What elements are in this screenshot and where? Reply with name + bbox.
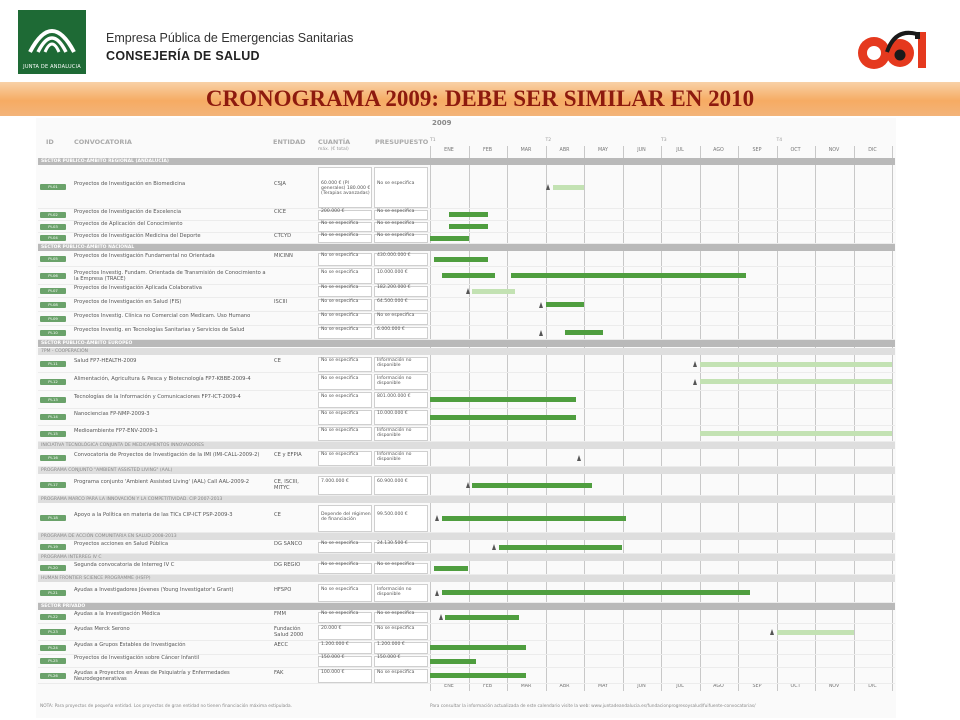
section-header: SECTOR PÚBLICO-ÁMBITO NACIONAL xyxy=(38,244,895,251)
row-id-badge: PI-17 xyxy=(40,482,66,488)
entidad-name: HFSPO xyxy=(274,586,292,593)
cuantia-value: No se especifica xyxy=(321,221,359,226)
presupuesto-value: Información no disponible xyxy=(377,452,412,462)
cuantia-value: No se especifica xyxy=(321,611,359,616)
table-row xyxy=(38,562,895,575)
deadline-marker-icon xyxy=(466,482,470,488)
row-id-badge: PI-16 xyxy=(40,455,66,461)
month-label: MAY xyxy=(598,684,608,689)
subsection-header: PROGRAMA DE ACCIÓN COMUNITARIA EN SALUD 2008-2013 xyxy=(38,533,895,540)
gantt-bar xyxy=(430,397,576,402)
row-id-badge: PI-18 xyxy=(40,515,66,521)
month-label: ABR xyxy=(559,684,570,689)
cuantia-value: No se especifica xyxy=(321,298,359,304)
gantt-bar xyxy=(442,273,496,278)
deadline-marker-icon xyxy=(439,614,443,620)
table-row xyxy=(38,624,895,641)
cuantia-value: No se especifica xyxy=(321,562,359,567)
presupuesto-value: No se especifica xyxy=(377,562,415,567)
convocatoria-name: Proyectos de Investigación en Biomedicina xyxy=(74,181,186,187)
gantt-bar xyxy=(700,362,893,367)
gantt-bar xyxy=(430,415,576,420)
presupuesto-value: No se especifica xyxy=(377,209,415,214)
month-label: JUN xyxy=(637,148,646,153)
table-row xyxy=(38,475,895,496)
gantt-bar xyxy=(700,379,893,384)
table-row xyxy=(38,267,895,285)
table-row xyxy=(38,285,895,298)
cuantia-value: 150.000 € xyxy=(321,655,345,660)
row-id-badge: PI-05 xyxy=(40,256,66,262)
row-id-badge: PI-15 xyxy=(40,431,66,437)
table-row xyxy=(38,298,895,312)
gantt-bar xyxy=(511,273,746,278)
subsection-header: INICIATIVA TECNOLÓGICA CONJUNTA DE MEDICAMENTOS INNOVADORES xyxy=(38,442,895,449)
deadline-marker-icon xyxy=(435,515,439,521)
deadline-marker-icon xyxy=(546,184,550,190)
convocatoria-name: Salud FP7-HEALTH-2009 xyxy=(74,358,137,364)
cuantia-value: 7.000.000 € xyxy=(321,479,349,484)
row-id-badge: PI-09 xyxy=(40,316,66,322)
gantt-bar xyxy=(499,545,622,550)
month-label: DIC xyxy=(868,148,877,153)
cuantia-value: 200.000 € xyxy=(321,209,345,214)
gantt-bar xyxy=(472,289,514,294)
subsection-header: HUMAN FRONTIER SCIENCE PROGRAMME (HSFP) xyxy=(38,575,895,582)
month-label: NOV xyxy=(828,148,840,153)
convocatoria-name: Tecnologías de la Información y Comunicaciones FP7-ICT-2009-4 xyxy=(74,393,241,400)
convocatoria-name: Alimentación, Agricultura & Pesca y Biotecnología FP7-KBBE-2009-4 xyxy=(74,375,251,382)
row-id-badge: PI-04 xyxy=(40,235,66,241)
table-row xyxy=(38,233,895,244)
month-label: MAR xyxy=(520,684,532,689)
slide-title: CRONOGRAMA 2009: DEBE SER SIMILAR EN 2010 xyxy=(205,86,755,111)
gantt-bar xyxy=(445,615,518,620)
gantt-bar xyxy=(430,236,469,241)
deadline-marker-icon xyxy=(693,379,697,385)
entidad-name: FAK xyxy=(274,669,284,676)
presupuesto-value: Información no disponible xyxy=(377,375,412,386)
presupuesto-value: 150.000 € xyxy=(377,655,401,660)
presupuesto-value: 60.900.000 € xyxy=(377,479,408,484)
table-row xyxy=(38,209,895,221)
gantt-bar xyxy=(434,257,488,262)
entidad-name: DG REGIO xyxy=(274,562,301,568)
presupuesto-value: No se especifica xyxy=(377,669,415,675)
table-row xyxy=(38,252,895,267)
gantt-bar xyxy=(430,673,526,678)
entidad-name: CICE xyxy=(274,209,287,215)
gantt-bar xyxy=(472,483,591,488)
convocatoria-name: Proyectos acciones en Salud Pública xyxy=(74,541,169,547)
cuantia-value: No se especifica xyxy=(321,586,359,592)
cuantia-value: No se especifica xyxy=(321,411,359,416)
month-label: ABR xyxy=(559,148,570,153)
convocatoria-name: Convocatoria de Proyectos de Investigación de la IMI (IMI-CALL-2009-2) xyxy=(74,452,260,458)
presupuesto-value: 10.000.000 € xyxy=(377,269,408,275)
month-label: DIC xyxy=(868,684,877,689)
logo-text: JUNTA DE ANDALUCIA xyxy=(23,64,81,70)
column-header-convocatoria: CONVOCATORIA xyxy=(74,138,132,146)
table-row xyxy=(38,326,895,340)
entidad-name: CE xyxy=(274,512,281,518)
subsection-header: PROGRAMA INTERREG IV C xyxy=(38,554,895,561)
convocatoria-name: Proyectos de Investigación sobre Cáncer Infantil xyxy=(74,655,200,661)
entidad-name: FMM xyxy=(274,611,286,617)
subsection-header: PROGRAMA CONJUNTO "AMBIENT ASSISTED LIVING" (AAL) xyxy=(38,467,895,474)
month-label: JUN xyxy=(637,684,646,689)
convocatoria-name: Proyectos Investig. en Tecnologías Sanitarias y Servicios de Salud xyxy=(74,326,245,333)
presupuesto-value: 6.000.000 € xyxy=(377,326,405,332)
column-header-entidad: ENTIDAD xyxy=(273,138,306,146)
gantt-bar xyxy=(449,212,488,217)
presupuesto-value: Información no disponible xyxy=(377,427,412,438)
presupuesto-value: No se especifica xyxy=(377,626,415,631)
cuantia-value: No se especifica xyxy=(321,312,359,318)
convocatoria-name: Proyectos Investig. Fundam. Orientada de Transmisión de Conocimiento a la Empresa (TRACE) xyxy=(74,269,266,282)
cuantia-value: 1.200.000 € xyxy=(321,641,349,647)
convocatoria-name: Proyectos de Investigación en Salud (FIS) xyxy=(74,298,182,305)
cuantia-value: No se especifica xyxy=(321,393,359,399)
presupuesto-value: Información no disponible xyxy=(377,358,412,368)
month-label: ENE xyxy=(444,148,454,153)
section-header: SECTOR PÚBLICO-ÁMBITO REGIONAL (ANDALUCÍA) xyxy=(38,158,895,165)
deadline-marker-icon xyxy=(693,361,697,367)
convocatoria-name: Programa conjunto 'Ambient Assisted Living' (AAL) Call AAL-2009-2 xyxy=(74,479,250,485)
presupuesto-value: 801.000.000 € xyxy=(377,393,411,399)
table-row xyxy=(38,668,895,684)
gantt-bar xyxy=(434,566,469,571)
entidad-name: CSJA xyxy=(274,181,286,187)
row-id-badge: PI-01 xyxy=(40,184,66,190)
convocatoria-name: Proyectos de Aplicación del Conocimiento xyxy=(74,221,183,227)
row-id-badge: PI-22 xyxy=(40,614,66,620)
deadline-marker-icon xyxy=(770,629,774,635)
gantt-bar xyxy=(430,659,476,664)
cuantia-value: No se especifica xyxy=(321,285,359,290)
cuantia-value: No se especifica xyxy=(321,326,359,332)
table-row xyxy=(38,611,895,624)
presupuesto-value: 24.130.500 € xyxy=(377,541,408,546)
cuantia-value: Depende del régimen de financiación xyxy=(321,512,371,522)
row-id-badge: PI-14 xyxy=(40,414,66,420)
table-row xyxy=(38,541,895,554)
cuantia-value: No se especifica xyxy=(321,427,359,433)
table-row xyxy=(38,504,895,533)
department-name: CONSEJERÍA DE SALUD xyxy=(106,49,260,63)
entidad-name: CE y EFPIA xyxy=(274,452,302,458)
deadline-marker-icon xyxy=(492,544,496,550)
convocatoria-name: Proyectos de Investigación de Excelencia xyxy=(74,209,181,215)
quarter-label: T1 xyxy=(430,138,436,143)
cuantia-value: 100.000 € xyxy=(321,669,345,675)
entidad-name: MICINN xyxy=(274,253,293,259)
gantt-bar xyxy=(442,516,627,521)
row-id-badge: PI-20 xyxy=(40,565,66,571)
section-header: SECTOR PÚBLICO-ÁMBITO EUROPEO xyxy=(38,340,895,347)
presupuesto-cell xyxy=(374,167,428,208)
convocatoria-name: Nanociencias FP-NMP-2009-3 xyxy=(74,411,150,417)
table-row xyxy=(38,166,895,209)
month-label: ENE xyxy=(444,684,454,689)
gantt-bar xyxy=(442,590,750,595)
row-id-badge: PI-25 xyxy=(40,658,66,664)
cuantia-value: 20.000 € xyxy=(321,626,342,631)
column-subheader-cuantia: máx. (€ total) xyxy=(318,147,349,152)
page-header xyxy=(0,0,960,82)
table-row xyxy=(38,426,895,442)
schedule-table xyxy=(36,118,896,718)
convocatoria-name: Proyectos de Investigación Medicina del Deporte xyxy=(74,233,201,239)
presupuesto-value: 64.500.000 € xyxy=(377,298,408,304)
month-label: SEP xyxy=(752,684,762,689)
table-row xyxy=(38,583,895,603)
deadline-marker-icon xyxy=(435,590,439,596)
row-id-badge: PI-13 xyxy=(40,397,66,403)
presupuesto-value: 430.000.000 € xyxy=(377,253,411,258)
cuantia-value: No se especifica xyxy=(321,375,359,381)
cuantia-value: No se especifica xyxy=(321,452,359,457)
row-id-badge: PI-08 xyxy=(40,302,66,308)
footnote-left: NOTA: Para proyectos de pequeña entidad. Los proyectos de gran entidad no tienen financiación máxima estipulada. xyxy=(40,704,292,709)
presupuesto-value: 182.200.000 € xyxy=(377,285,411,290)
gantt-bar xyxy=(553,185,584,190)
entidad-name: CE xyxy=(274,358,281,364)
month-label: SEP xyxy=(752,148,762,153)
table-row xyxy=(38,312,895,326)
cuantia-value: No se especifica xyxy=(321,233,359,238)
month-label: AGO xyxy=(713,684,724,689)
row-id-badge: PI-23 xyxy=(40,629,66,635)
table-row xyxy=(38,655,895,668)
presupuesto-value: No se especifica xyxy=(377,611,415,616)
presupuesto-value: No se especifica xyxy=(377,221,415,226)
convocatoria-name: Ayudas a Proyectos en Áreas de Psiquiatría y Enfermedades Neurodegenerativas xyxy=(74,669,230,682)
quarter-label: T3 xyxy=(661,138,667,143)
gantt-bar xyxy=(449,224,488,229)
row-id-badge: PI-24 xyxy=(40,645,66,651)
table-row xyxy=(38,356,895,373)
row-id-badge: PI-11 xyxy=(40,361,66,367)
convocatoria-name: Ayudas a Investigadores Jóvenes (Young Investigator's Grant) xyxy=(74,586,234,593)
month-label: OCT xyxy=(790,684,801,689)
month-label: MAR xyxy=(520,148,532,153)
entidad-name: DG SANCO xyxy=(274,541,303,547)
gantt-bar xyxy=(777,630,854,635)
gantt-bar xyxy=(700,431,893,436)
table-row xyxy=(38,391,895,409)
row-id-badge: PI-07 xyxy=(40,288,66,294)
gantt-bar xyxy=(565,330,604,335)
month-label: JUL xyxy=(676,148,684,153)
presupuesto-value: Información no disponible xyxy=(377,586,412,597)
table-row xyxy=(38,409,895,426)
presupuesto-value: 1.200.000 € xyxy=(377,641,405,647)
convocatoria-name: Proyectos de Investigación Fundamental no Orientada xyxy=(74,253,215,259)
row-id-badge: PI-02 xyxy=(40,212,66,218)
month-label: OCT xyxy=(790,148,801,153)
quarter-label: T4 xyxy=(776,138,783,143)
month-label: FEB xyxy=(482,148,493,153)
footnote-right: Para consultar la información actualizada de este calendario visite la web: www.juntadeandalucia.es/fundacionprogresoysalud/fuifuente-convocatorias/ xyxy=(430,704,756,709)
deadline-marker-icon xyxy=(466,288,470,294)
row-id-badge: PI-26 xyxy=(40,673,66,679)
month-label: NOV xyxy=(828,684,840,689)
convocatoria-name: Ayudas a la Investigación Médica xyxy=(74,611,161,617)
presupuesto-value: 10.000.000 € xyxy=(377,411,408,416)
table-row xyxy=(38,221,895,233)
convocatoria-name: Ayudas a Grupos Estables de Investigación xyxy=(74,641,186,648)
presupuesto-value: 99.500.000 € xyxy=(377,512,408,517)
table-row xyxy=(38,641,895,655)
entidad-name: AECC xyxy=(274,641,289,648)
gantt-bar xyxy=(430,645,526,650)
column-header-presupuesto: PRESUPUESTO xyxy=(375,138,429,146)
column-header-cuantia: CUANTÍA xyxy=(318,138,351,146)
presupuesto-value: No se especifica xyxy=(377,233,415,238)
deadline-marker-icon xyxy=(539,302,543,308)
convocatoria-name: Medioambiente FP7-ENV-2009-1 xyxy=(74,427,158,434)
section-header: SECTOR PRIVADO xyxy=(38,603,895,610)
convocatoria-name: Segunda convocatoria de Interreg IV C xyxy=(74,562,175,568)
month-label: AGO xyxy=(713,148,724,153)
entidad-name: CE, ISCIII, MITYC xyxy=(274,479,299,491)
cuantia-value: No se especifica xyxy=(321,358,359,363)
presupuesto-value: No se especifica xyxy=(377,181,415,186)
convocatoria-name: Apoyo a la Política en materia de las TICs CIP-ICT PSP-2009-3 xyxy=(74,512,233,518)
presupuesto-cell xyxy=(374,505,428,532)
table-row xyxy=(38,450,895,467)
convocatoria-name: Proyectos Investig. Clínica no Comercial con Medicam. Uso Humano xyxy=(74,312,251,319)
table-row xyxy=(38,373,895,391)
convocatoria-name: Proyectos de Investigación Aplicada Colaborativa xyxy=(74,285,202,291)
month-label: FEB xyxy=(482,684,493,689)
month-label: JUL xyxy=(676,684,684,689)
organization-name: Empresa Pública de Emergencias Sanitarias xyxy=(106,31,354,45)
cuantia-value: No se especifica xyxy=(321,269,359,275)
quarter-label: T2 xyxy=(545,138,552,143)
convocatoria-name: Ayudas Merck Serono xyxy=(74,626,130,632)
column-header-id: ID xyxy=(46,138,54,146)
row-id-badge: PI-03 xyxy=(40,224,66,230)
andalucia-arch-icon xyxy=(22,14,82,58)
cuantia-value: No se especifica xyxy=(321,541,359,546)
year-label: 2009 xyxy=(432,119,452,127)
subsection-header: PROGRAMA MARCO PARA LA INNOVACIÓN Y LA COMPETITIVIDAD. CIP 2007-2013 xyxy=(38,496,895,503)
cuantia-value: 60.000 € (PI generales) 180.000 € (Terapias avanzadas) xyxy=(321,181,371,196)
subsection-header: 7PM - COOPERACIÓN xyxy=(38,348,895,355)
deadline-marker-icon xyxy=(577,455,581,461)
month-label: MAY xyxy=(598,148,608,153)
deadline-marker-icon xyxy=(539,330,543,336)
junta-de-andalucia-logo xyxy=(18,10,86,74)
row-id-badge: PI-21 xyxy=(40,590,66,596)
brand-061-logo xyxy=(855,26,935,72)
row-id-badge: PI-06 xyxy=(40,273,66,279)
entidad-name: ISCIII xyxy=(274,298,288,305)
row-id-badge: PI-12 xyxy=(40,379,66,385)
row-id-badge: PI-19 xyxy=(40,544,66,550)
entidad-name: Fundación Salud 2000 xyxy=(274,626,304,638)
row-id-badge: PI-10 xyxy=(40,330,66,336)
gantt-bar xyxy=(546,302,585,307)
entidad-name: CTCYD xyxy=(274,233,292,239)
presupuesto-value: No se especifica xyxy=(377,312,415,318)
cuantia-value: No se especifica xyxy=(321,253,359,258)
